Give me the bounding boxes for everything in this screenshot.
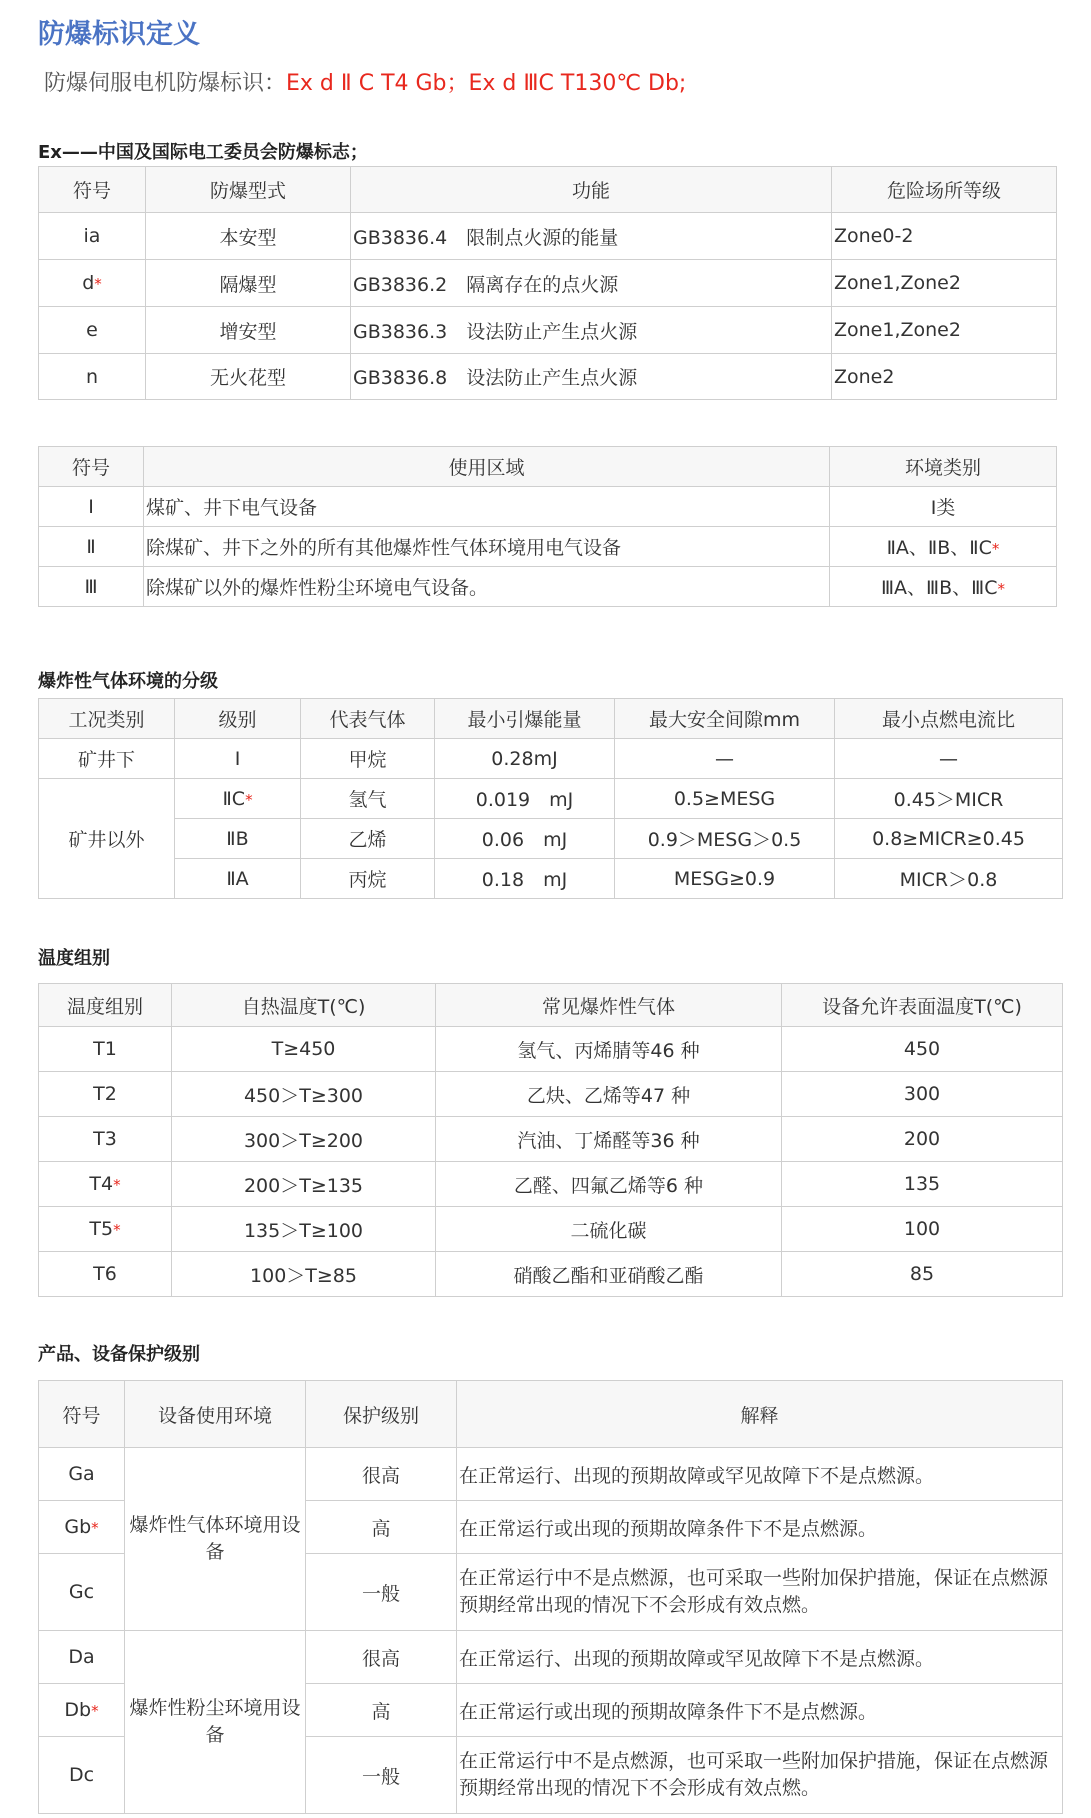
level-cell: 高 bbox=[306, 1501, 457, 1554]
header-cell: 解释 bbox=[457, 1381, 1063, 1448]
group-text: T4 bbox=[89, 1173, 114, 1195]
header-cell: 代表气体 bbox=[301, 699, 435, 739]
temp-cell: 450＞T≥300 bbox=[172, 1072, 436, 1117]
explosion-proof-marks: Ex d Ⅱ C T4 Gb；Ex d ⅢC T130℃ Db; bbox=[286, 71, 687, 96]
energy-cell: 0.18 mJ bbox=[435, 859, 615, 899]
star-marker: * bbox=[113, 1176, 121, 1194]
environment-cell: 爆炸性粉尘环境用设备 bbox=[125, 1631, 306, 1814]
level-text: ⅡC bbox=[222, 787, 246, 810]
class-text: ⅢA、ⅢB、ⅢC bbox=[880, 577, 998, 599]
zone-cell: Zone1,Zone2 bbox=[832, 260, 1057, 307]
level-cell bbox=[175, 779, 301, 819]
table-row bbox=[39, 307, 1057, 354]
temp-cell: 100＞T≥85 bbox=[172, 1252, 436, 1297]
type-cell: 本安型 bbox=[146, 213, 351, 260]
surface-cell: 450 bbox=[782, 1027, 1063, 1072]
symbol-text: Db bbox=[64, 1699, 92, 1721]
zone-cell: Zone1,Zone2 bbox=[832, 307, 1057, 354]
table-row bbox=[39, 779, 1063, 819]
table-row bbox=[39, 1252, 1063, 1297]
function-cell: GB3836.8 设法防止产生点火源 bbox=[351, 354, 832, 400]
table-row bbox=[39, 1207, 1063, 1252]
star-marker: * bbox=[91, 1519, 99, 1537]
table-header-row bbox=[39, 984, 1063, 1027]
symbol-text: Gb bbox=[64, 1516, 92, 1538]
group-cell: T6 bbox=[39, 1252, 172, 1297]
gap-cell: MESG≥0.9 bbox=[615, 859, 835, 899]
star-marker: * bbox=[91, 1702, 99, 1720]
symbol-cell bbox=[39, 1684, 125, 1737]
header-cell: 温度组别 bbox=[39, 984, 172, 1027]
group-cell bbox=[39, 1207, 172, 1252]
surface-cell: 135 bbox=[782, 1162, 1063, 1207]
page-title: 防爆标识定义 bbox=[38, 19, 200, 50]
header-cell: 设备允许表面温度T(℃) bbox=[782, 984, 1063, 1027]
header-cell: 级别 bbox=[175, 699, 301, 739]
condition-cell: 矿井以外 bbox=[39, 779, 175, 899]
star-marker: * bbox=[991, 540, 1000, 558]
symbol-cell: Ⅰ bbox=[39, 487, 144, 527]
energy-cell: 0.28mJ bbox=[435, 739, 615, 779]
gap-cell: 0.9＞MESG＞0.5 bbox=[615, 819, 835, 859]
surface-cell: 85 bbox=[782, 1252, 1063, 1297]
temperature-group-table bbox=[38, 983, 1063, 1297]
gas-cell: 硝酸乙酯和亚硝酸乙酯 bbox=[436, 1252, 782, 1297]
usage-area-table bbox=[38, 446, 1057, 607]
temp-cell: 135＞T≥100 bbox=[172, 1207, 436, 1252]
section-gas-title: 爆炸性气体环境的分级 bbox=[38, 671, 218, 692]
level-cell: ⅡA bbox=[175, 859, 301, 899]
level-cell: ⅡB bbox=[175, 819, 301, 859]
function-cell: GB3836.2 隔离存在的点火源 bbox=[351, 260, 832, 307]
section-temperature-title: 温度组别 bbox=[38, 948, 110, 969]
surface-cell: 200 bbox=[782, 1117, 1063, 1162]
table-header-row bbox=[39, 699, 1063, 739]
header-cell: 符号 bbox=[39, 167, 146, 213]
header-cell: 危险场所等级 bbox=[832, 167, 1057, 213]
table-row bbox=[39, 1162, 1063, 1207]
protection-level-table bbox=[38, 1380, 1063, 1814]
gap-cell: — bbox=[615, 739, 835, 779]
zone-cell: Zone0-2 bbox=[832, 213, 1057, 260]
environment-cell: 爆炸性气体环境用设备 bbox=[125, 1448, 306, 1631]
table-row bbox=[39, 354, 1057, 400]
header-cell: 使用区域 bbox=[144, 447, 830, 487]
condition-cell: 矿井下 bbox=[39, 739, 175, 779]
symbol-cell: Dc bbox=[39, 1737, 125, 1814]
gas-cell: 甲烷 bbox=[301, 739, 435, 779]
level-cell: 很高 bbox=[306, 1631, 457, 1684]
area-cell: 煤矿、井下电气设备 bbox=[144, 487, 830, 527]
table-row bbox=[39, 1117, 1063, 1162]
surface-cell: 300 bbox=[782, 1072, 1063, 1117]
table-row bbox=[39, 1027, 1063, 1072]
table-header-row bbox=[39, 1381, 1063, 1448]
header-cell: 保护级别 bbox=[306, 1381, 457, 1448]
ratio-cell: 0.8≥MICR≥0.45 bbox=[835, 819, 1063, 859]
area-cell: 除煤矿、井下之外的所有其他爆炸性气体环境用电气设备 bbox=[144, 527, 830, 567]
description-cell: 在正常运行或出现的预期故障条件下不是点燃源。 bbox=[457, 1501, 1063, 1554]
symbol-cell: ia bbox=[39, 213, 146, 260]
symbol-cell bbox=[39, 260, 146, 307]
gap-cell: 0.5≥MESG bbox=[615, 779, 835, 819]
energy-cell: 0.019 mJ bbox=[435, 779, 615, 819]
gas-cell: 丙烷 bbox=[301, 859, 435, 899]
description-cell: 在正常运行中不是点燃源，也可采取一些附加保护措施，保证在点燃源预期经常出现的情况下不会形成有效点燃。 bbox=[457, 1737, 1063, 1814]
gas-cell: 乙醛、四氟乙烯等6 种 bbox=[436, 1162, 782, 1207]
star-marker: * bbox=[997, 580, 1006, 598]
header-cell: 防爆型式 bbox=[146, 167, 351, 213]
header-cell: 功能 bbox=[351, 167, 832, 213]
group-cell: T1 bbox=[39, 1027, 172, 1072]
class-text: ⅡA、ⅡB、ⅡC bbox=[886, 537, 992, 559]
header-cell: 工况类别 bbox=[39, 699, 175, 739]
symbol-cell: n bbox=[39, 354, 146, 400]
surface-cell: 100 bbox=[782, 1207, 1063, 1252]
group-cell bbox=[39, 1162, 172, 1207]
temp-cell: T≥450 bbox=[172, 1027, 436, 1072]
symbol-cell: e bbox=[39, 307, 146, 354]
function-cell: GB3836.3 设法防止产生点火源 bbox=[351, 307, 832, 354]
description-cell: 在正常运行或出现的预期故障条件下不是点燃源。 bbox=[457, 1684, 1063, 1737]
level-cell: Ⅰ bbox=[175, 739, 301, 779]
table-row bbox=[39, 1631, 1063, 1684]
star-marker: * bbox=[94, 275, 102, 293]
symbol-cell: Da bbox=[39, 1631, 125, 1684]
star-marker: * bbox=[113, 1221, 121, 1239]
table-row bbox=[39, 527, 1057, 567]
table-row bbox=[39, 260, 1057, 307]
symbol-cell: Ⅲ bbox=[39, 567, 144, 607]
temp-cell: 300＞T≥200 bbox=[172, 1117, 436, 1162]
gas-cell: 汽油、丁烯醛等36 种 bbox=[436, 1117, 782, 1162]
header-cell: 符号 bbox=[39, 1381, 125, 1448]
class-cell bbox=[830, 527, 1057, 567]
ratio-cell: 0.45＞MICR bbox=[835, 779, 1063, 819]
table-header-row bbox=[39, 447, 1057, 487]
header-cell: 环境类别 bbox=[830, 447, 1057, 487]
description-cell: 在正常运行中不是点燃源，也可采取一些附加保护措施，保证在点燃源预期经常出现的情况下不会形成有效点燃。 bbox=[457, 1554, 1063, 1631]
symbol-text: d bbox=[82, 272, 95, 294]
header-cell: 符号 bbox=[39, 447, 144, 487]
symbol-cell: Gc bbox=[39, 1554, 125, 1631]
header-cell: 最小点燃电流比 bbox=[835, 699, 1063, 739]
header-cell: 自热温度T(℃) bbox=[172, 984, 436, 1027]
protection-type-table bbox=[38, 166, 1057, 400]
table-header-row bbox=[39, 167, 1057, 213]
group-cell: T2 bbox=[39, 1072, 172, 1117]
table-row bbox=[39, 487, 1057, 527]
gas-classification-table bbox=[38, 698, 1063, 899]
ratio-cell: MICR＞0.8 bbox=[835, 859, 1063, 899]
table-row bbox=[39, 819, 1063, 859]
subtitle-prefix: 防爆伺服电机防爆标识： bbox=[44, 71, 287, 96]
subtitle bbox=[44, 66, 686, 97]
symbol-cell bbox=[39, 1501, 125, 1554]
description-cell: 在正常运行、出现的预期故障或罕见故障下不是点燃源。 bbox=[457, 1631, 1063, 1684]
temp-cell: 200＞T≥135 bbox=[172, 1162, 436, 1207]
gas-cell: 氢气 bbox=[301, 779, 435, 819]
level-cell: 很高 bbox=[306, 1448, 457, 1501]
energy-cell: 0.06 mJ bbox=[435, 819, 615, 859]
area-cell: 除煤矿以外的爆炸性粉尘环境电气设备。 bbox=[144, 567, 830, 607]
header-cell: 常见爆炸性气体 bbox=[436, 984, 782, 1027]
table-row bbox=[39, 859, 1063, 899]
table-row bbox=[39, 1448, 1063, 1501]
gas-cell: 二硫化碳 bbox=[436, 1207, 782, 1252]
class-cell: Ⅰ类 bbox=[830, 487, 1057, 527]
section-protection-level-title: 产品、设备保护级别 bbox=[38, 1344, 200, 1365]
symbol-cell: Ga bbox=[39, 1448, 125, 1501]
ratio-cell: — bbox=[835, 739, 1063, 779]
symbol-cell: Ⅱ bbox=[39, 527, 144, 567]
group-text: T5 bbox=[89, 1218, 114, 1240]
header-cell: 最大安全间隙mm bbox=[615, 699, 835, 739]
table-row bbox=[39, 213, 1057, 260]
table-row bbox=[39, 1072, 1063, 1117]
header-cell: 最小引爆能量 bbox=[435, 699, 615, 739]
level-cell: 一般 bbox=[306, 1554, 457, 1631]
gas-cell: 氢气、丙烯腈等46 种 bbox=[436, 1027, 782, 1072]
class-cell bbox=[830, 567, 1057, 607]
section-ex-title: Ex——中国及国际电工委员会防爆标志； bbox=[38, 142, 368, 163]
level-cell: 高 bbox=[306, 1684, 457, 1737]
zone-cell: Zone2 bbox=[832, 354, 1057, 400]
table-row bbox=[39, 739, 1063, 779]
type-cell: 无火花型 bbox=[146, 354, 351, 400]
gas-cell: 乙烯 bbox=[301, 819, 435, 859]
function-cell: GB3836.4 限制点火源的能量 bbox=[351, 213, 832, 260]
header-cell: 设备使用环境 bbox=[125, 1381, 306, 1448]
gas-cell: 乙炔、乙烯等47 种 bbox=[436, 1072, 782, 1117]
group-cell: T3 bbox=[39, 1117, 172, 1162]
star-marker: * bbox=[245, 790, 253, 809]
level-cell: 一般 bbox=[306, 1737, 457, 1814]
table-row bbox=[39, 567, 1057, 607]
type-cell: 隔爆型 bbox=[146, 260, 351, 307]
description-cell: 在正常运行、出现的预期故障或罕见故障下不是点燃源。 bbox=[457, 1448, 1063, 1501]
type-cell: 增安型 bbox=[146, 307, 351, 354]
